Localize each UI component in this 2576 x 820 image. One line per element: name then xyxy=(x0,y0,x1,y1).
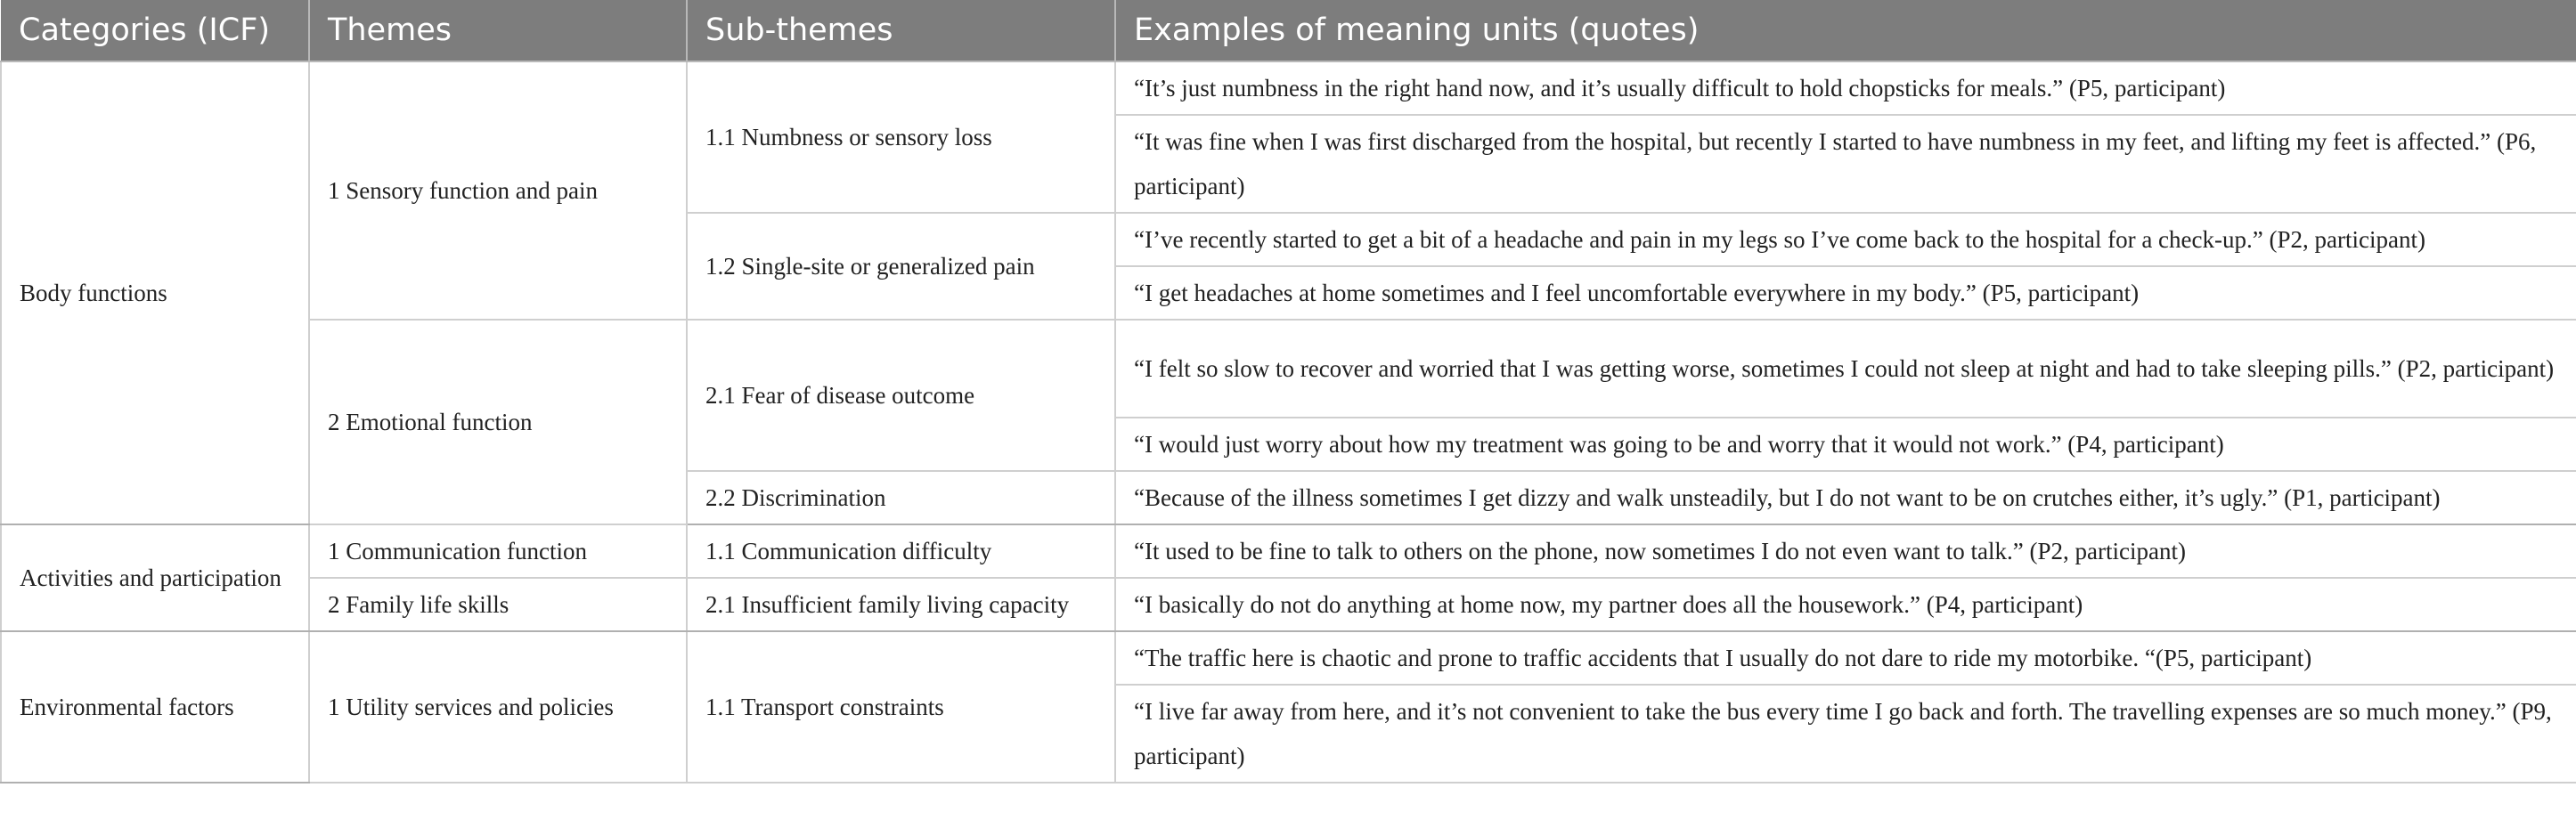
category-cell: Environmental factors xyxy=(1,631,309,783)
sub-theme-cell: 2.2 Discrimination xyxy=(687,471,1115,524)
sub-theme-cell: 1.2 Single-site or generalized pain xyxy=(687,213,1115,320)
theme-cell: 1 Sensory function and pain xyxy=(309,61,687,320)
sub-theme-cell: 2.1 Fear of disease outcome xyxy=(687,320,1115,471)
quote-cell: “It was fine when I was first discharged from the hospital, but recently I started to have numbness in my feet, and lifting my feet is affected.” (P6, participant) xyxy=(1115,115,2576,213)
header-row xyxy=(1,0,2576,61)
sub-theme-cell: 2.1 Insufficient family living capacity xyxy=(687,578,1115,631)
category-cell: Body functions xyxy=(1,61,309,524)
theme-cell: 2 Emotional function xyxy=(309,320,687,524)
table-row xyxy=(1,320,2576,418)
quote-cell: “I live far away from here, and it’s not convenient to take the bus every time I go back and forth. The travelling expenses are so much money.” (P9, participant) xyxy=(1115,685,2576,783)
quote-cell: “I get headaches at home sometimes and I feel uncomfortable everywhere in my body.” (P5, participant) xyxy=(1115,266,2576,320)
quote-cell: “The traffic here is chaotic and prone to traffic accidents that I usually do not dare to ride my motorbike. “(P5, participant) xyxy=(1115,631,2576,685)
header-quotes: Examples of meaning units (quotes) xyxy=(1115,0,2576,61)
theme-cell: 1 Utility services and policies xyxy=(309,631,687,783)
category-cell: Activities and participation xyxy=(1,524,309,631)
sub-theme-cell: 1.1 Transport constraints xyxy=(687,631,1115,783)
table-row xyxy=(1,578,2576,631)
table-row xyxy=(1,61,2576,115)
theme-cell: 2 Family life skills xyxy=(309,578,687,631)
sub-theme-cell: 1.1 Numbness or sensory loss xyxy=(687,61,1115,213)
header-categories: Categories (ICF) xyxy=(1,0,309,61)
quote-cell: “I’ve recently started to get a bit of a headache and pain in my legs so I’ve come back to the hospital for a check-up.” (P2, participant) xyxy=(1115,213,2576,266)
header-themes: Themes xyxy=(309,0,687,61)
quote-cell: “I would just worry about how my treatment was going to be and worry that it would not work.” (P4, participant) xyxy=(1115,418,2576,471)
quote-cell: “I basically do not do anything at home now, my partner does all the housework.” (P4, participant) xyxy=(1115,578,2576,631)
table-row xyxy=(1,631,2576,685)
table-row xyxy=(1,524,2576,578)
theme-cell: 1 Communication function xyxy=(309,524,687,578)
sub-theme-cell: 1.1 Communication difficulty xyxy=(687,524,1115,578)
quote-cell: “I felt so slow to recover and worried that I was getting worse, sometimes I could not sleep at night and had to take sleeping pills.” (P2, participant) xyxy=(1115,320,2576,418)
header-sub-themes: Sub-themes xyxy=(687,0,1115,61)
quote-cell: “It’s just numbness in the right hand now, and it’s usually difficult to hold chopsticks for meals.” (P5, participant) xyxy=(1115,61,2576,115)
quote-cell: “It used to be fine to talk to others on the phone, now sometimes I do not even want to talk.” (P2, participant) xyxy=(1115,524,2576,578)
quote-cell: “Because of the illness sometimes I get dizzy and walk unsteadily, but I do not want to be on crutches either, it’s ugly.” (P1, participant) xyxy=(1115,471,2576,524)
